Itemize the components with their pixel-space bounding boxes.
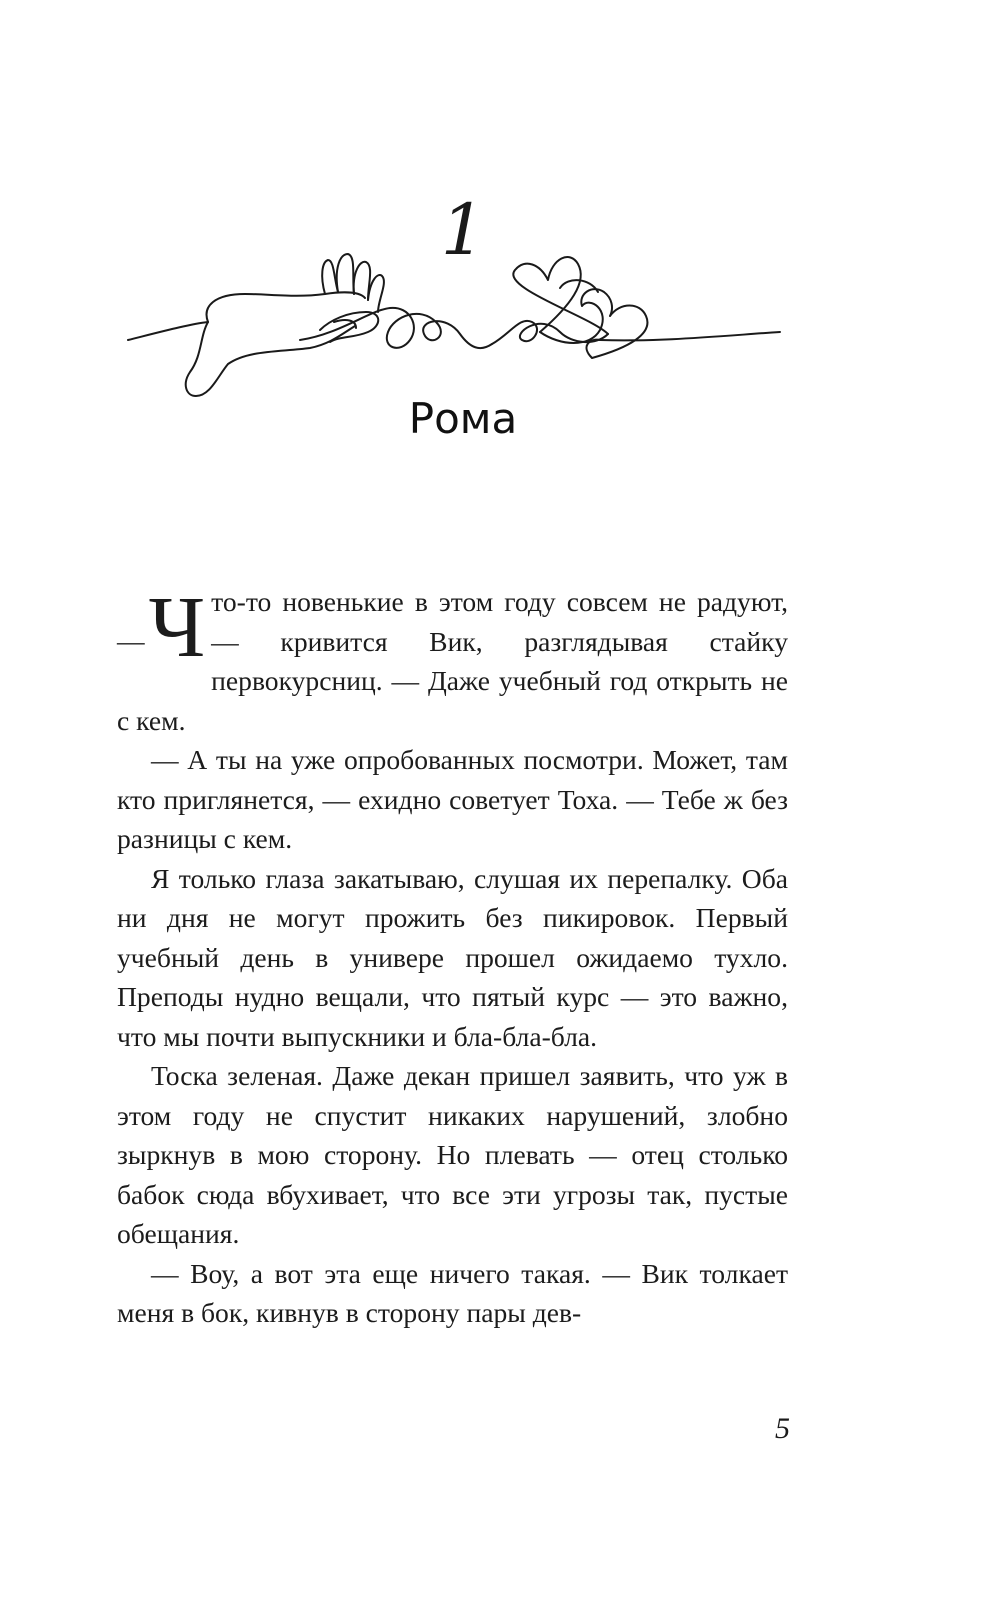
paragraph: — А ты на уже опробованных посмотри. Может, там кто приглянется, — ехидно советует Тоха. — Тебе ж без разницы с кем. <box>117 744 788 854</box>
dialogue-dash: — <box>117 625 145 656</box>
paragraph: — Воу, а вот эта еще ничего такая. — Вик толкает меня в бок, кивнув в сторону пары дев- <box>117 1257 788 1328</box>
drop-cap: Ч <box>148 578 206 675</box>
paragraph: Тоска зеленая. Даже декан пришел заявить, что уж в этом году не спустит никаких нарушений, злобно зыркнув в мою сторону. Но плевать — отец столько бабок сюда вбухивает, что все эти угрозы так, пустые обещания. <box>117 1060 788 1249</box>
chapter-body <box>117 578 788 1333</box>
paragraph-text: то-то новенькие в этом году совсем не радуют, — кривится Вик, разглядывая стайку первокурсниц. — Даже учебный год открыть не с кем. <box>117 586 788 736</box>
chapter-title: Рома <box>408 394 518 443</box>
paragraph <box>117 578 788 740</box>
paragraph: Я только глаза закатываю, слушая их перепалку. Оба ни дня не могут прожить без пикировок. Первый учебный день в универе прошел ожидаемо тухло. Преподы нудно вещали, что пятый курс — это важно, что мы почти выпускники и бла-бла-бла. <box>117 862 788 1052</box>
page-number: 5 <box>775 1412 790 1445</box>
chapter-number: 1 <box>440 189 486 271</box>
